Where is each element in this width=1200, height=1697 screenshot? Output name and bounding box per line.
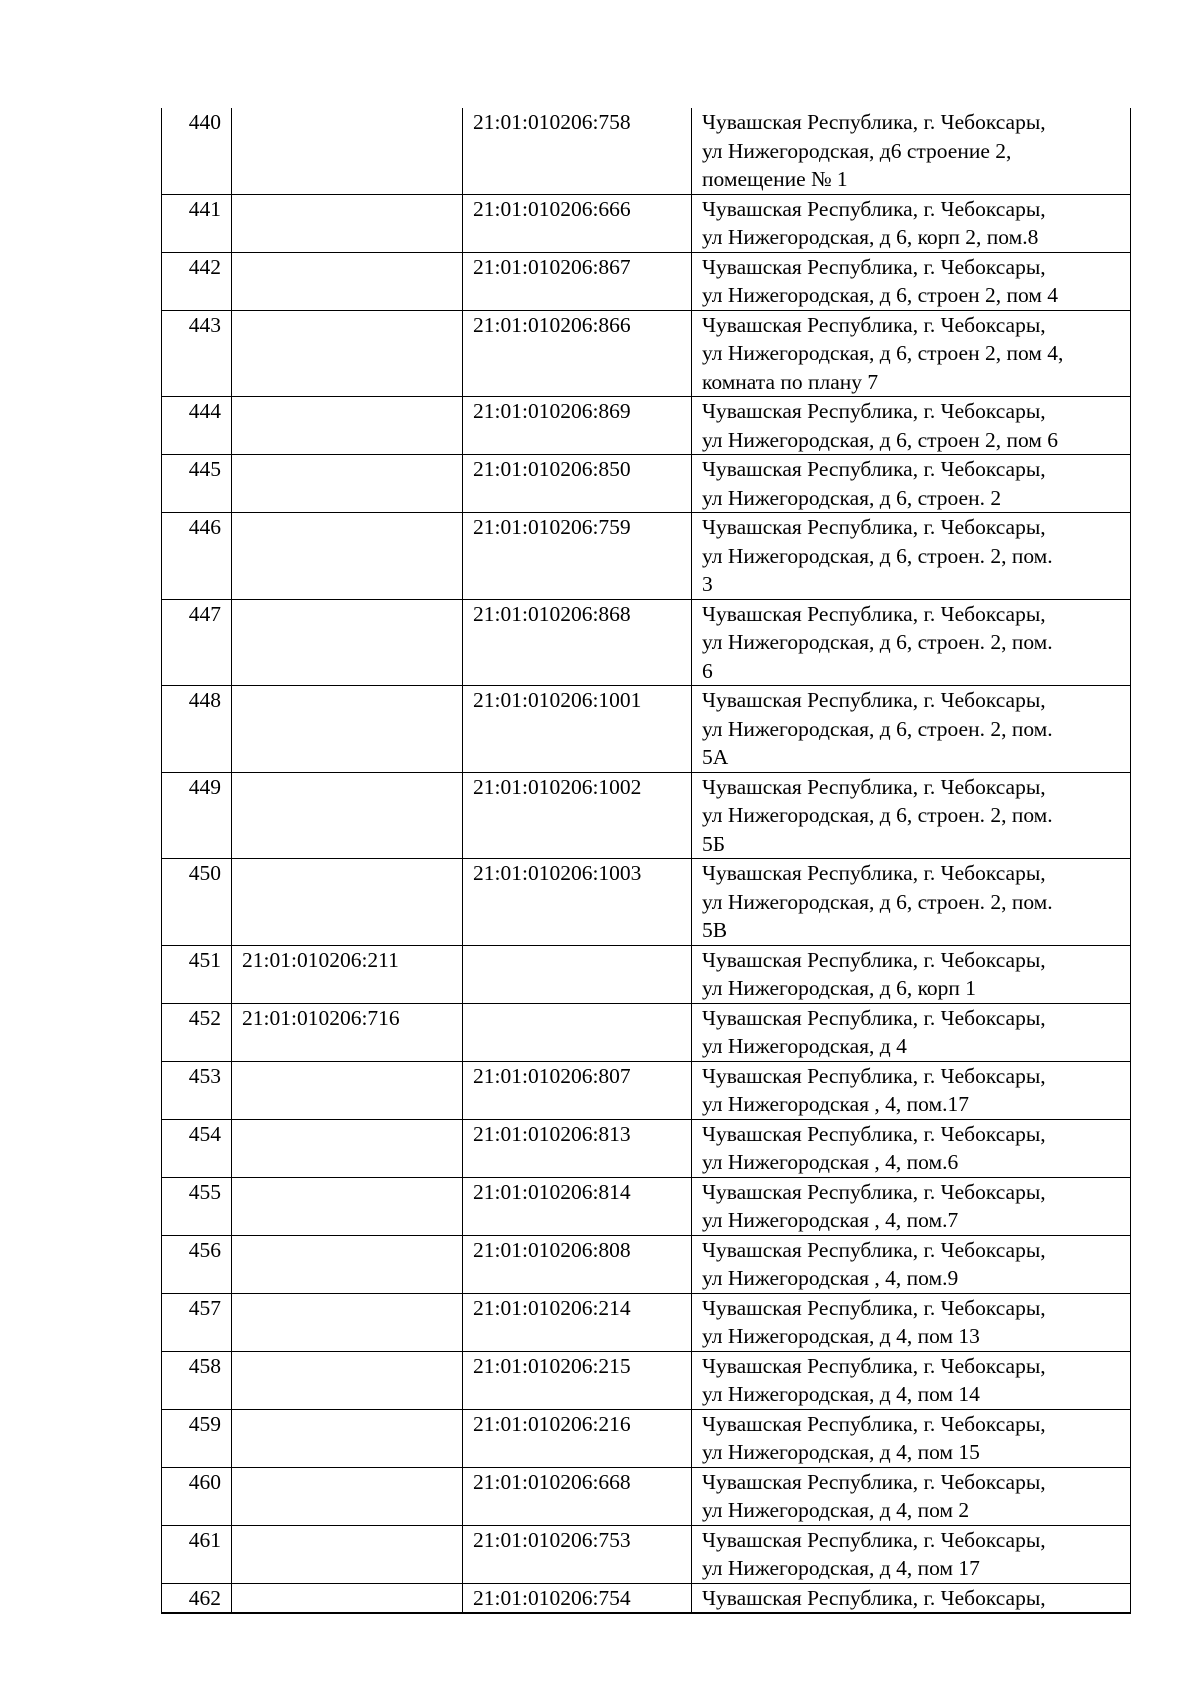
premises-cadastral-cell: 21:01:010206:866: [463, 310, 692, 397]
address-line: Чувашская Республика, г. Чебоксары,: [702, 399, 1046, 423]
land-cadastral-cell: [232, 1525, 463, 1583]
address-line: Чувашская Республика, г. Чебоксары,: [702, 601, 1046, 626]
premises-cadastral-cell: 21:01:010206:869: [463, 397, 692, 455]
address-line: ул Нижегородская, д 6, строен. 2, пом.: [702, 889, 1053, 914]
address-line: Чувашская Республика, г. Чебоксары,: [702, 1585, 1046, 1610]
row-number-cell: 445: [162, 455, 232, 513]
address-line: Чувашская Республика, г. Чебоксары,: [702, 1005, 1046, 1030]
premises-cadastral-cell: 21:01:010206:1002: [463, 772, 692, 859]
address-cell: [692, 513, 1131, 600]
row-number-cell: 444: [162, 397, 232, 455]
address-line: ул Нижегородская, д 4, пом 15: [702, 1440, 980, 1464]
address-line: Чувашская Республика, г. Чебоксары,: [702, 774, 1046, 799]
address-line: 6: [702, 658, 713, 683]
premises-cadastral-cell: 21:01:010206:850: [463, 455, 692, 513]
premises-cadastral-cell: 21:01:010206:215: [463, 1351, 692, 1409]
row-number-cell: 458: [162, 1351, 232, 1409]
table-row: [162, 1003, 1131, 1061]
premises-cadastral-cell: 21:01:010206:868: [463, 599, 692, 686]
row-number-cell: 447: [162, 599, 232, 686]
address-line: Чувашская Республика, г. Чебоксары,: [702, 861, 1046, 885]
address-line: ул Нижегородская, д 4, пом 17: [702, 1556, 980, 1580]
address-cell: [692, 1583, 1131, 1613]
address-line: Чувашская Республика, г. Чебоксары,: [702, 1121, 1046, 1146]
address-line: ул Нижегородская, д 4, пом 13: [702, 1324, 980, 1348]
row-number-cell: 452: [162, 1003, 232, 1061]
address-cell: [692, 1003, 1131, 1061]
row-number-cell: 442: [162, 252, 232, 310]
land-cadastral-cell: [232, 1235, 463, 1293]
address-cell: [692, 1061, 1131, 1119]
row-number-cell: 440: [162, 108, 232, 194]
address-line: Чувашская Республика, г. Чебоксары,: [702, 1179, 1046, 1204]
premises-cadastral-cell: 21:01:010206:758: [463, 108, 692, 194]
address-line: ул Нижегородская, д 6, строен. 2, пом.: [702, 630, 1053, 654]
premises-cadastral-cell: 21:01:010206:753: [463, 1525, 692, 1583]
address-line: ул Нижегородская, д 6, строен. 2, пом.: [702, 803, 1053, 827]
land-cadastral-cell: [232, 252, 463, 310]
row-number-cell: 446: [162, 513, 232, 600]
address-cell: [692, 1525, 1131, 1583]
row-number-cell: 443: [162, 310, 232, 397]
table-row: [162, 1467, 1131, 1525]
address-cell: [692, 1235, 1131, 1293]
address-cell: [692, 397, 1131, 455]
premises-cadastral-cell: 21:01:010206:666: [463, 194, 692, 252]
address-line: ул Нижегородская, д 6, строен. 2: [702, 485, 1002, 510]
table-row: [162, 194, 1131, 252]
table-row: [162, 686, 1131, 773]
table-row: [162, 1119, 1131, 1177]
address-line: 5Б: [702, 831, 726, 856]
premises-cadastral-cell: 21:01:010206:1001: [463, 686, 692, 773]
address-cell: [692, 455, 1131, 513]
address-line: Чувашская Республика, г. Чебоксары,: [702, 947, 1046, 972]
address-line: ул Нижегородская, д 6, корп 2, пом.8: [702, 225, 1039, 249]
table-row: [162, 1525, 1131, 1583]
address-line: ул Нижегородская, д 4, пом 2: [702, 1498, 970, 1522]
address-line: ул Нижегородская , 4, пом.9: [702, 1266, 959, 1290]
registry-table: [161, 108, 1131, 1614]
table-body: [162, 108, 1131, 1613]
table-row: [162, 455, 1131, 513]
table-row: [162, 1235, 1131, 1293]
land-cadastral-cell: [232, 1119, 463, 1177]
address-cell: [692, 310, 1131, 397]
land-cadastral-cell: [232, 859, 463, 946]
land-cadastral-cell: [232, 108, 463, 194]
address-cell: [692, 599, 1131, 686]
address-line: Чувашская Республика, г. Чебоксары,: [702, 196, 1046, 221]
land-cadastral-cell: 21:01:010206:716: [232, 1003, 463, 1061]
address-cell: [692, 1409, 1131, 1467]
address-line: Чувашская Республика, г. Чебоксары,: [702, 688, 1046, 712]
row-number-cell: 450: [162, 859, 232, 946]
premises-cadastral-cell: 21:01:010206:1003: [463, 859, 692, 946]
address-line: ул Нижегородская, д 6, корп 1: [702, 976, 977, 1000]
address-line: Чувашская Республика, г. Чебоксары,: [702, 1295, 1046, 1320]
premises-cadastral-cell: 21:01:010206:814: [463, 1177, 692, 1235]
premises-cadastral-cell: 21:01:010206:813: [463, 1119, 692, 1177]
premises-cadastral-cell: [463, 1003, 692, 1061]
address-line: 3: [702, 572, 713, 596]
land-cadastral-cell: [232, 310, 463, 397]
address-line: Чувашская Республика, г. Чебоксары,: [702, 110, 1046, 134]
address-cell: [692, 1467, 1131, 1525]
address-cell: [692, 859, 1131, 946]
table-row: [162, 108, 1131, 194]
address-line: Чувашская Республика, г. Чебоксары,: [702, 254, 1046, 279]
table-row: [162, 397, 1131, 455]
address-line: ул Нижегородская , 4, пом.6: [702, 1150, 959, 1174]
address-line: Чувашская Республика, г. Чебоксары,: [702, 1353, 1046, 1378]
land-cadastral-cell: [232, 686, 463, 773]
row-number-cell: 462: [162, 1583, 232, 1613]
table-row: [162, 1409, 1131, 1467]
address-line: Чувашская Республика, г. Чебоксары,: [702, 1237, 1046, 1262]
table-row: [162, 513, 1131, 600]
address-cell: [692, 1293, 1131, 1351]
row-number-cell: 451: [162, 945, 232, 1003]
premises-cadastral-cell: 21:01:010206:216: [463, 1409, 692, 1467]
premises-cadastral-cell: 21:01:010206:754: [463, 1583, 692, 1613]
row-number-cell: 455: [162, 1177, 232, 1235]
row-number-cell: 449: [162, 772, 232, 859]
land-cadastral-cell: [232, 194, 463, 252]
address-line: ул Нижегородская, д 6, строен 2, пом 4: [702, 283, 1059, 307]
address-line: ул Нижегородская, д 6, строен. 2, пом.: [702, 716, 1053, 741]
address-line: ул Нижегородская , 4, пом.17: [702, 1092, 969, 1116]
row-number-cell: 459: [162, 1409, 232, 1467]
table-row: [162, 859, 1131, 946]
land-cadastral-cell: [232, 1351, 463, 1409]
address-line: помещение № 1: [702, 167, 848, 191]
row-number-cell: 454: [162, 1119, 232, 1177]
row-number-cell: 453: [162, 1061, 232, 1119]
land-cadastral-cell: [232, 599, 463, 686]
address-line: ул Нижегородская, д 4: [702, 1034, 907, 1058]
premises-cadastral-cell: 21:01:010206:867: [463, 252, 692, 310]
address-line: Чувашская Республика, г. Чебоксары,: [702, 1411, 1046, 1436]
table-row: [162, 599, 1131, 686]
land-cadastral-cell: [232, 772, 463, 859]
land-cadastral-cell: [232, 397, 463, 455]
row-number-cell: 456: [162, 1235, 232, 1293]
table-row: [162, 1177, 1131, 1235]
row-number-cell: 448: [162, 686, 232, 773]
address-line: ул Нижегородская, д 6, строен. 2, пом.: [702, 543, 1053, 568]
table-row: [162, 1293, 1131, 1351]
address-line: Чувашская Республика, г. Чебоксары,: [702, 312, 1046, 337]
address-line: Чувашская Республика, г. Чебоксары,: [702, 457, 1046, 481]
address-cell: [692, 1351, 1131, 1409]
premises-cadastral-cell: 21:01:010206:807: [463, 1061, 692, 1119]
address-cell: [692, 108, 1131, 194]
address-line: 5А: [702, 745, 729, 769]
premises-cadastral-cell: 21:01:010206:214: [463, 1293, 692, 1351]
land-cadastral-cell: [232, 455, 463, 513]
address-cell: [692, 772, 1131, 859]
address-cell: [692, 252, 1131, 310]
address-line: 5В: [702, 918, 728, 942]
premises-cadastral-cell: 21:01:010206:808: [463, 1235, 692, 1293]
address-cell: [692, 945, 1131, 1003]
address-cell: [692, 1177, 1131, 1235]
row-number-cell: 460: [162, 1467, 232, 1525]
row-number-cell: 457: [162, 1293, 232, 1351]
address-line: ул Нижегородская, д 6, строен 2, пом 4,: [702, 341, 1064, 365]
table-row: [162, 310, 1131, 397]
row-number-cell: 441: [162, 194, 232, 252]
address-line: комната по плану 7: [702, 369, 879, 394]
address-line: Чувашская Республика, г. Чебоксары,: [702, 1469, 1046, 1494]
table-row: [162, 252, 1131, 310]
premises-cadastral-cell: 21:01:010206:668: [463, 1467, 692, 1525]
land-cadastral-cell: [232, 1467, 463, 1525]
land-cadastral-cell: [232, 1061, 463, 1119]
premises-cadastral-cell: [463, 945, 692, 1003]
row-number-cell: 461: [162, 1525, 232, 1583]
premises-cadastral-cell: 21:01:010206:759: [463, 513, 692, 600]
address-line: ул Нижегородская, д 6, строен 2, пом 6: [702, 427, 1059, 452]
address-cell: [692, 1119, 1131, 1177]
address-cell: [692, 194, 1131, 252]
land-cadastral-cell: [232, 513, 463, 600]
address-line: Чувашская Республика, г. Чебоксары,: [702, 515, 1046, 539]
address-line: ул Нижегородская, д 4, пом 14: [702, 1382, 980, 1406]
table-row: [162, 1583, 1131, 1613]
address-line: ул Нижегородская, д6 строение 2,: [702, 138, 1012, 163]
address-line: ул Нижегородская , 4, пом.7: [702, 1208, 959, 1232]
land-cadastral-cell: [232, 1583, 463, 1613]
table-row: [162, 945, 1131, 1003]
address-line: Чувашская Республика, г. Чебоксары,: [702, 1063, 1046, 1088]
address-cell: [692, 686, 1131, 773]
land-cadastral-cell: [232, 1177, 463, 1235]
address-line: Чувашская Республика, г. Чебоксары,: [702, 1527, 1046, 1552]
land-cadastral-cell: [232, 1293, 463, 1351]
land-cadastral-cell: 21:01:010206:211: [232, 945, 463, 1003]
table-row: [162, 1351, 1131, 1409]
table-row: [162, 772, 1131, 859]
table-row: [162, 1061, 1131, 1119]
land-cadastral-cell: [232, 1409, 463, 1467]
